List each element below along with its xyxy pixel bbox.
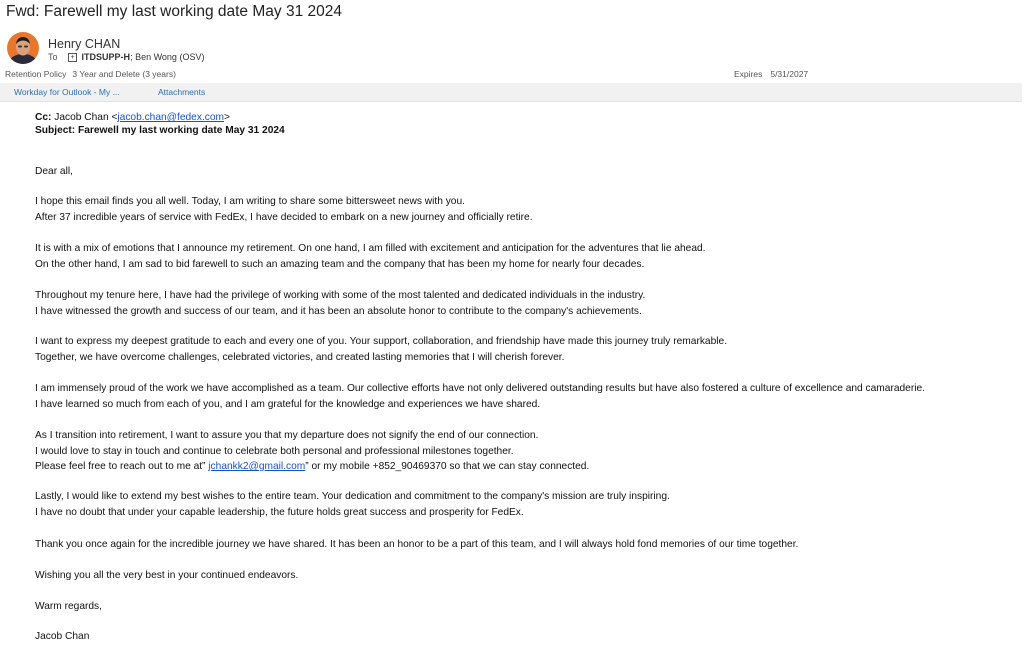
recipient-separator: ; bbox=[130, 52, 133, 62]
p4-line-2: Together, we have overcome challenges, celebrated victories, and created lasting memories that I will cherish forever. bbox=[35, 351, 565, 363]
expand-group-icon[interactable]: + bbox=[68, 53, 77, 62]
p1-line-2: After 37 incredible years of service with FedEx, I have decided to embark on a new journey and officially retire. bbox=[35, 211, 533, 223]
greeting bbox=[35, 164, 73, 180]
p6-contact-line bbox=[35, 459, 589, 475]
paragraph-8 bbox=[35, 537, 798, 553]
p5-line-2: I have learned so much from each of you, and I am grateful for the knowledge and experiences we have shared. bbox=[35, 398, 541, 410]
p7-line-1: Lastly, I would like to extend my best wishes to the entire team. Your dedication and commitment to the company's mission are truly inspiring. bbox=[35, 491, 670, 502]
sender-avatar[interactable] bbox=[7, 32, 39, 64]
paragraph-3 bbox=[35, 288, 645, 319]
signature-text: Jacob Chan bbox=[35, 631, 90, 642]
recipient-ben-wong[interactable]: Ben Wong (OSV) bbox=[132, 52, 205, 62]
p3-line-1: Throughout my tenure here, I have had the privilege of working with some of the most talented and dedicated individuals in the industry. bbox=[35, 290, 646, 301]
paragraph-2 bbox=[35, 241, 705, 272]
expires-value: 5/31/2027 bbox=[770, 69, 809, 79]
to-line bbox=[48, 52, 204, 62]
contact-after: ” or my mobile +852_90469370 so that we can stay connected. bbox=[305, 461, 590, 472]
cc-name: Jacob Chan < bbox=[51, 112, 118, 123]
recipient-itdsupp[interactable]: ITDSUPP-H bbox=[81, 52, 131, 62]
fwd-subject-text: Subject: Farewell my last working date May 31 2024 bbox=[35, 125, 285, 136]
expires-info bbox=[734, 69, 808, 79]
fwd-subject-line bbox=[35, 124, 285, 137]
p9-text: Wishing you all the very best in your continued endeavors. bbox=[35, 570, 299, 581]
p3-line-2: I have witnessed the growth and success of our team, and it has been an absolute honor to contribute to the company's achievements. bbox=[35, 305, 642, 317]
p6-line-1: As I transition into retirement, I want to assure you that my departure does not signify the end of our connection. bbox=[35, 430, 539, 441]
p5-line-1: I am immensely proud of the work we have accomplished as a team. Our collective efforts have not only delivered outstanding results but have also fostered a culture of excellence and camaraderie. bbox=[35, 383, 925, 394]
cc-end: > bbox=[224, 112, 230, 123]
greeting-text: Dear all, bbox=[35, 166, 73, 177]
paragraph-6 bbox=[35, 428, 589, 475]
to-label: To bbox=[48, 52, 58, 62]
retention-label: Retention Policy bbox=[5, 69, 67, 79]
email-subject: Fwd: Farewell my last working date May 31 2024 bbox=[6, 3, 342, 20]
closing bbox=[35, 599, 102, 615]
retention-value: 3 Year and Delete (3 years) bbox=[72, 69, 176, 79]
cc-label: Cc: bbox=[35, 112, 52, 123]
cc-line bbox=[35, 111, 285, 124]
avatar-photo-icon bbox=[7, 32, 39, 64]
paragraph-9 bbox=[35, 568, 298, 584]
p1-line-1: I hope this email finds you all well. Today, I am writing to share some bittersweet news with you. bbox=[35, 196, 465, 207]
cc-email-link[interactable]: jacob.chan@fedex.com bbox=[117, 112, 225, 123]
paragraph-5 bbox=[35, 381, 925, 412]
paragraph-4 bbox=[35, 334, 727, 365]
p4-line-1: I want to express my deepest gratitude to each and every one of you. Your support, collaboration, and friendship have made this journey truly remarkable. bbox=[35, 336, 728, 347]
signature bbox=[35, 629, 89, 645]
expires-label: Expires bbox=[734, 69, 763, 79]
workday-addin-tab[interactable]: Workday for Outlook - My ... bbox=[14, 87, 120, 97]
paragraph-7 bbox=[35, 489, 670, 520]
personal-email-link[interactable]: jchankk2@gmail.com bbox=[208, 461, 306, 472]
p6-line-2: I would love to stay in touch and continue to celebrate both personal and professional milestones together. bbox=[35, 445, 514, 457]
contact-before: Please feel free to reach out to me at” bbox=[35, 461, 209, 472]
sender-name[interactable]: Henry CHAN bbox=[48, 37, 121, 51]
p2-line-2: On the other hand, I am sad to bid farewell to such an amazing team and the company that has been my home for nearly four decades. bbox=[35, 258, 645, 270]
p2-line-1: It is with a mix of emotions that I announce my retirement. On one hand, I am filled with excitement and anticipation for the adventures that lie ahead. bbox=[35, 243, 706, 254]
p8-text: Thank you once again for the incredible journey we have shared. It has been an honor to be a part of this team, and I will always hold fond memories of our time together. bbox=[35, 539, 799, 550]
closing-text: Warm regards, bbox=[35, 601, 102, 612]
attachments-tab[interactable]: Attachments bbox=[158, 87, 206, 97]
p7-line-2: I have no doubt that under your capable leadership, the future holds great success and prosperity for FedEx. bbox=[35, 506, 524, 518]
addin-bar bbox=[0, 83, 1022, 102]
forwarded-header bbox=[35, 111, 285, 137]
retention-policy bbox=[5, 69, 176, 79]
paragraph-1 bbox=[35, 194, 533, 225]
